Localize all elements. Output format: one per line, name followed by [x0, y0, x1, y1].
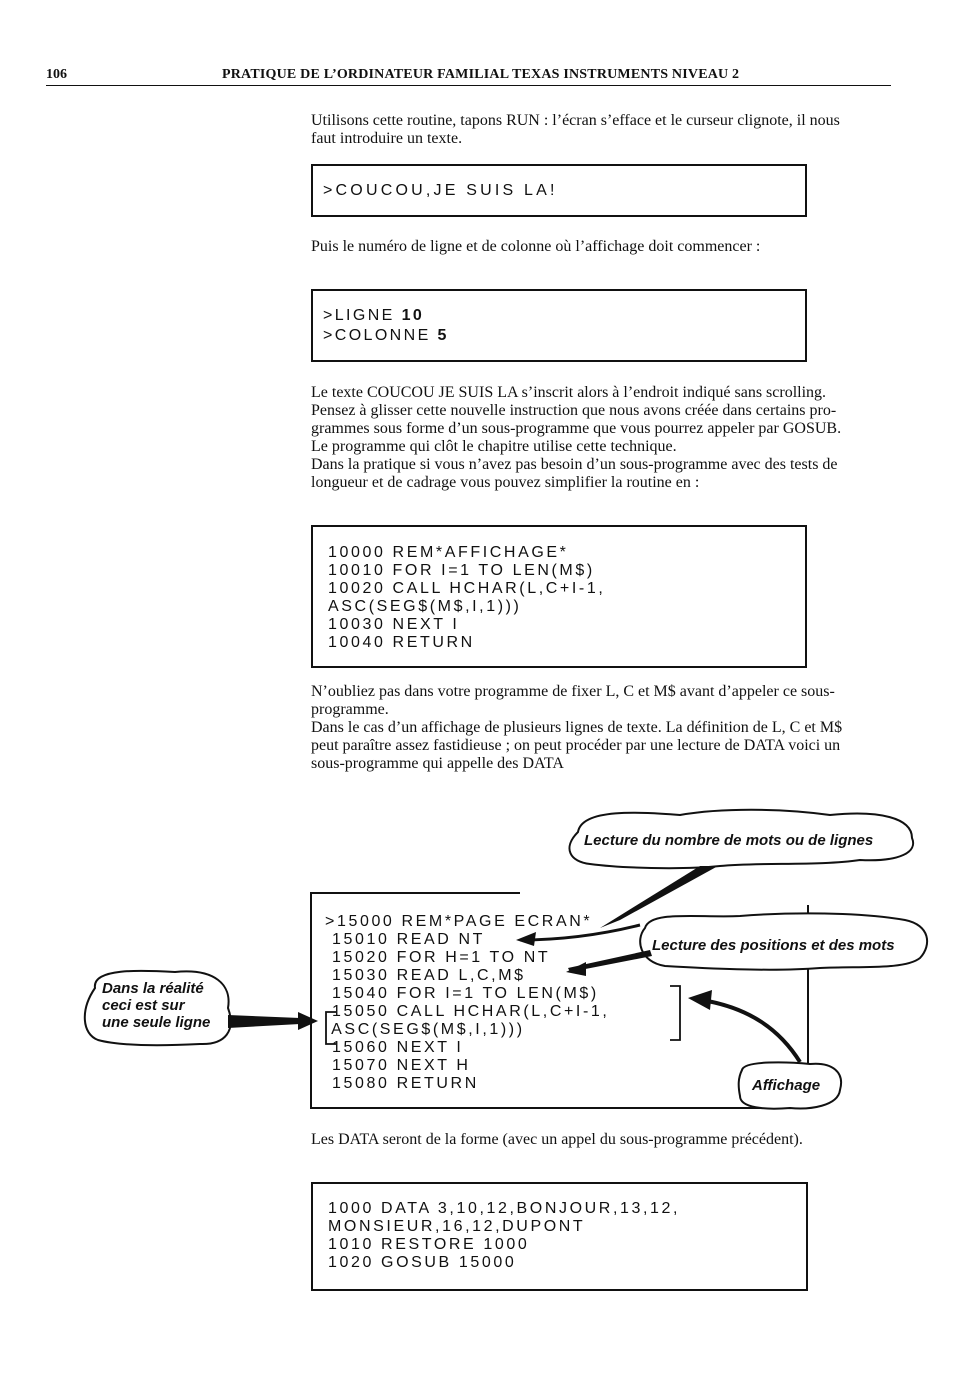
text-line: Le programme qui clôt le chapitre utilise cette technique. [311, 438, 677, 455]
text-line: faut introduire un texte. [311, 130, 463, 147]
code-line: 10020 CALL HCHAR(L,C+I-1, [328, 580, 606, 597]
code-line: 10000 REM*AFFICHAGE* [328, 544, 569, 561]
running-title: PRATIQUE DE L’ORDINATEUR FAMILIAL TEXAS INSTRUMENTS NIVEAU 2 [222, 67, 740, 82]
code-line: 15020 FOR H=1 TO NT [325, 949, 551, 966]
text-line: Dans le cas d’un affichage de plusieurs lignes de texte. La définition de L, C et M$ [311, 719, 843, 736]
code-line: 15040 FOR I=1 TO LEN(M$) [325, 985, 599, 1002]
input-value: 5 [437, 327, 449, 344]
annotation-line: ceci est sur [102, 997, 185, 1014]
prompt-text: >COLONNE [323, 327, 438, 344]
annotation-lecture-nombre: Lecture du nombre de mots ou de lignes [584, 832, 874, 849]
arrow-realite [228, 1015, 300, 1028]
code-line: 15080 RETURN [325, 1075, 479, 1092]
page-number: 106 [46, 67, 67, 82]
prompt-text: >LIGNE [323, 307, 402, 324]
paragraph-data-forme [311, 1131, 911, 1149]
annotation-affichage: Affichage [752, 1077, 821, 1094]
arrowhead-read-nt [516, 932, 536, 946]
text-line: Utilisons cette routine, tapons RUN : l’écran s’efface et le curseur clignote, il nous [311, 112, 840, 129]
text-line: Les DATA seront de la forme (avec un appel du sous-programme précédent). [311, 1131, 803, 1148]
line-bracket-right [670, 986, 680, 1040]
text-line: N’oubliez pas dans votre programme de fixer L, C et M$ avant d’appeler ce sous- [311, 683, 835, 700]
input-value: 10 [401, 307, 425, 324]
text-line: grammes sous forme d’un sous-programme que vous pourrez appeler par GOSUB. [311, 420, 842, 437]
code-line: 10030 NEXT I [328, 616, 460, 633]
code-line: 10010 FOR I=1 TO LEN(M$) [328, 562, 595, 579]
code-line: 1020 GOSUB 15000 [328, 1254, 517, 1271]
code-line: MONSIEUR,16,12,DUPONT [328, 1218, 586, 1235]
code-line: 15050 CALL HCHAR(L,C+I-1, [325, 1003, 610, 1020]
code-line: >15000 REM*PAGE ECRAN* [325, 913, 593, 930]
text-line: Dans la pratique si vous n’avez pas besoin d’un sous-programme avec des tests de [311, 456, 838, 473]
code-line: ASC(SEG$(M$,I,1))) [325, 1021, 525, 1038]
annotation-realite [102, 980, 210, 1031]
text-line: Le texte COUCOU JE SUIS LA s’inscrit alors à l’endroit indiqué sans scrolling. [311, 384, 827, 401]
annotation-lecture-positions: Lecture des positions et des mots [652, 937, 895, 954]
code-line: 15060 NEXT I [325, 1039, 464, 1056]
annotation-line: Dans la réalité [102, 980, 204, 997]
text-line: peut paraître assez fastidieuse ; on peut procéder par une lecture de DATA voici un [311, 737, 841, 754]
text-line: longueur et de cadrage vous pouvez simplifier la routine en : [311, 474, 700, 491]
annotation-line: une seule ligne [102, 1014, 211, 1031]
text-line: programme. [311, 701, 389, 718]
text-line: Puis le numéro de ligne et de colonne où l’affichage doit commencer : [311, 238, 761, 255]
code-line: 15070 NEXT H [325, 1057, 471, 1074]
text-line: Pensez à glisser cette nouvelle instruction que nous avons créée dans certains pro- [311, 402, 837, 419]
arrowhead-realite [298, 1012, 318, 1030]
arrow-affichage [702, 1000, 800, 1062]
code-line: 1000 DATA 3,10,12,BONJOUR,13,12, [328, 1200, 681, 1217]
code-line: 15030 READ L,C,M$ [325, 967, 526, 984]
arrowhead-affichage [688, 990, 712, 1010]
code-line: 15010 READ NT [325, 931, 486, 948]
code-line: 1010 RESTORE 1000 [328, 1236, 530, 1253]
text-line: sous-programme qui appelle des DATA [311, 755, 564, 772]
screen-line: >COUCOU,JE SUIS LA! [323, 182, 558, 199]
code-line: ASC(SEG$(M$,I,1))) [328, 598, 522, 615]
code-line: 10040 RETURN [328, 634, 475, 651]
